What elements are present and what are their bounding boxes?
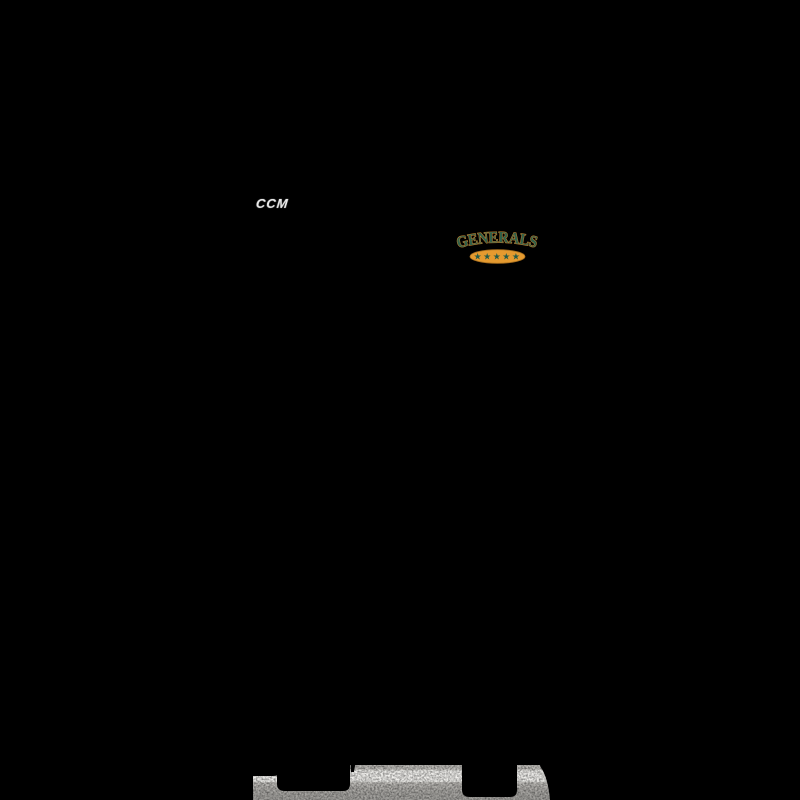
- team-logo-stars-icon: ★★★★★: [473, 252, 522, 263]
- right-leg-silhouette: [462, 753, 517, 797]
- team-logo-name-text: [455, 229, 539, 251]
- carpet-floor: [240, 753, 560, 800]
- ccm-brand-logo: CCM: [255, 196, 290, 211]
- generals-team-logo: [452, 221, 544, 269]
- team-logo-name-textpath: GENERALS: [455, 229, 540, 252]
- left-leg-silhouette: [277, 753, 350, 791]
